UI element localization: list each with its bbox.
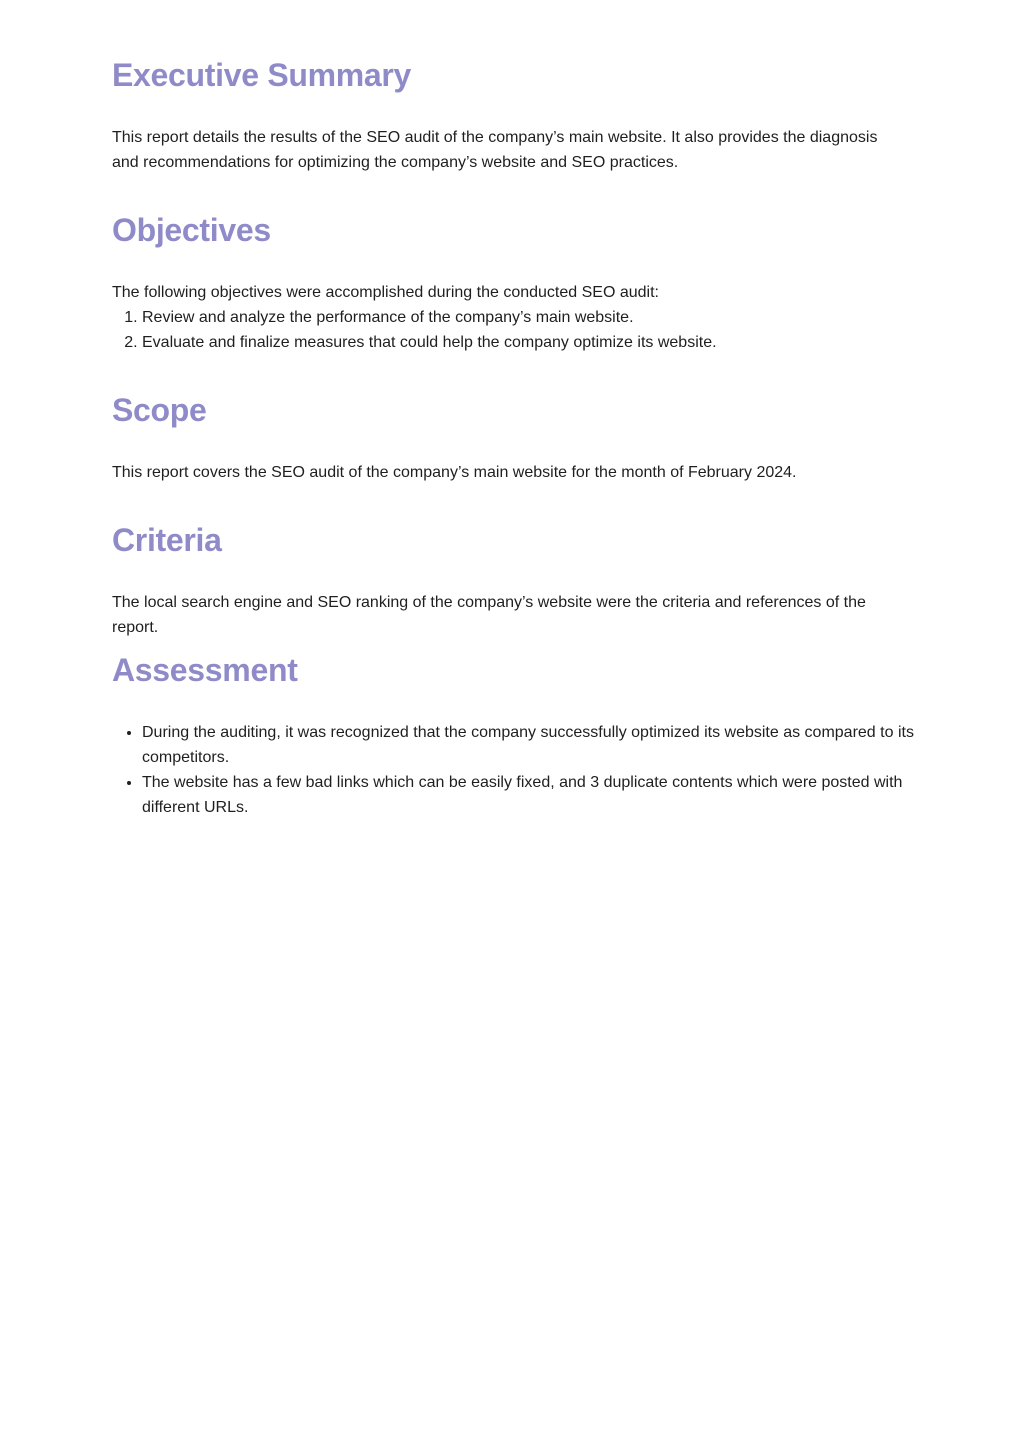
objectives-intro-text: The following objectives were accomplished during the conducted SEO audit: [112,284,659,301]
executive-summary-heading: Executive Summary [112,57,412,93]
criteria-text: The local search engine and SEO ranking of the company’s website were the criteria and references of the report. [112,594,866,636]
scope-heading: Scope [112,392,207,428]
assessment-list [112,720,937,820]
scope-text: This report covers the SEO audit of the company’s main website for the month of February 2024. [112,464,797,481]
assessment-item: • The website has a few bad links which can be easily fixed, and 3 duplicate contents which were posted with different URLs. [142,770,937,820]
objectives-heading: Objectives [112,212,271,248]
objective-item: 2. Evaluate and finalize measures that could help the company optimize its website. [142,330,937,355]
criteria-heading: Criteria [112,522,222,558]
objectives-list [112,305,937,355]
executive-summary-text: This report details the results of the SEO audit of the company’s main website. It also provides the diagnosis and recommendations for optimizing the company’s website and SEO practices. [112,129,878,171]
assessment-item: • During the auditing, it was recognized that the company successfully optimized its website as compared to its competitors. [142,720,937,770]
assessment-heading: Assessment [112,652,298,688]
objective-item: 1. Review and analyze the performance of the company’s main website. [142,305,937,330]
